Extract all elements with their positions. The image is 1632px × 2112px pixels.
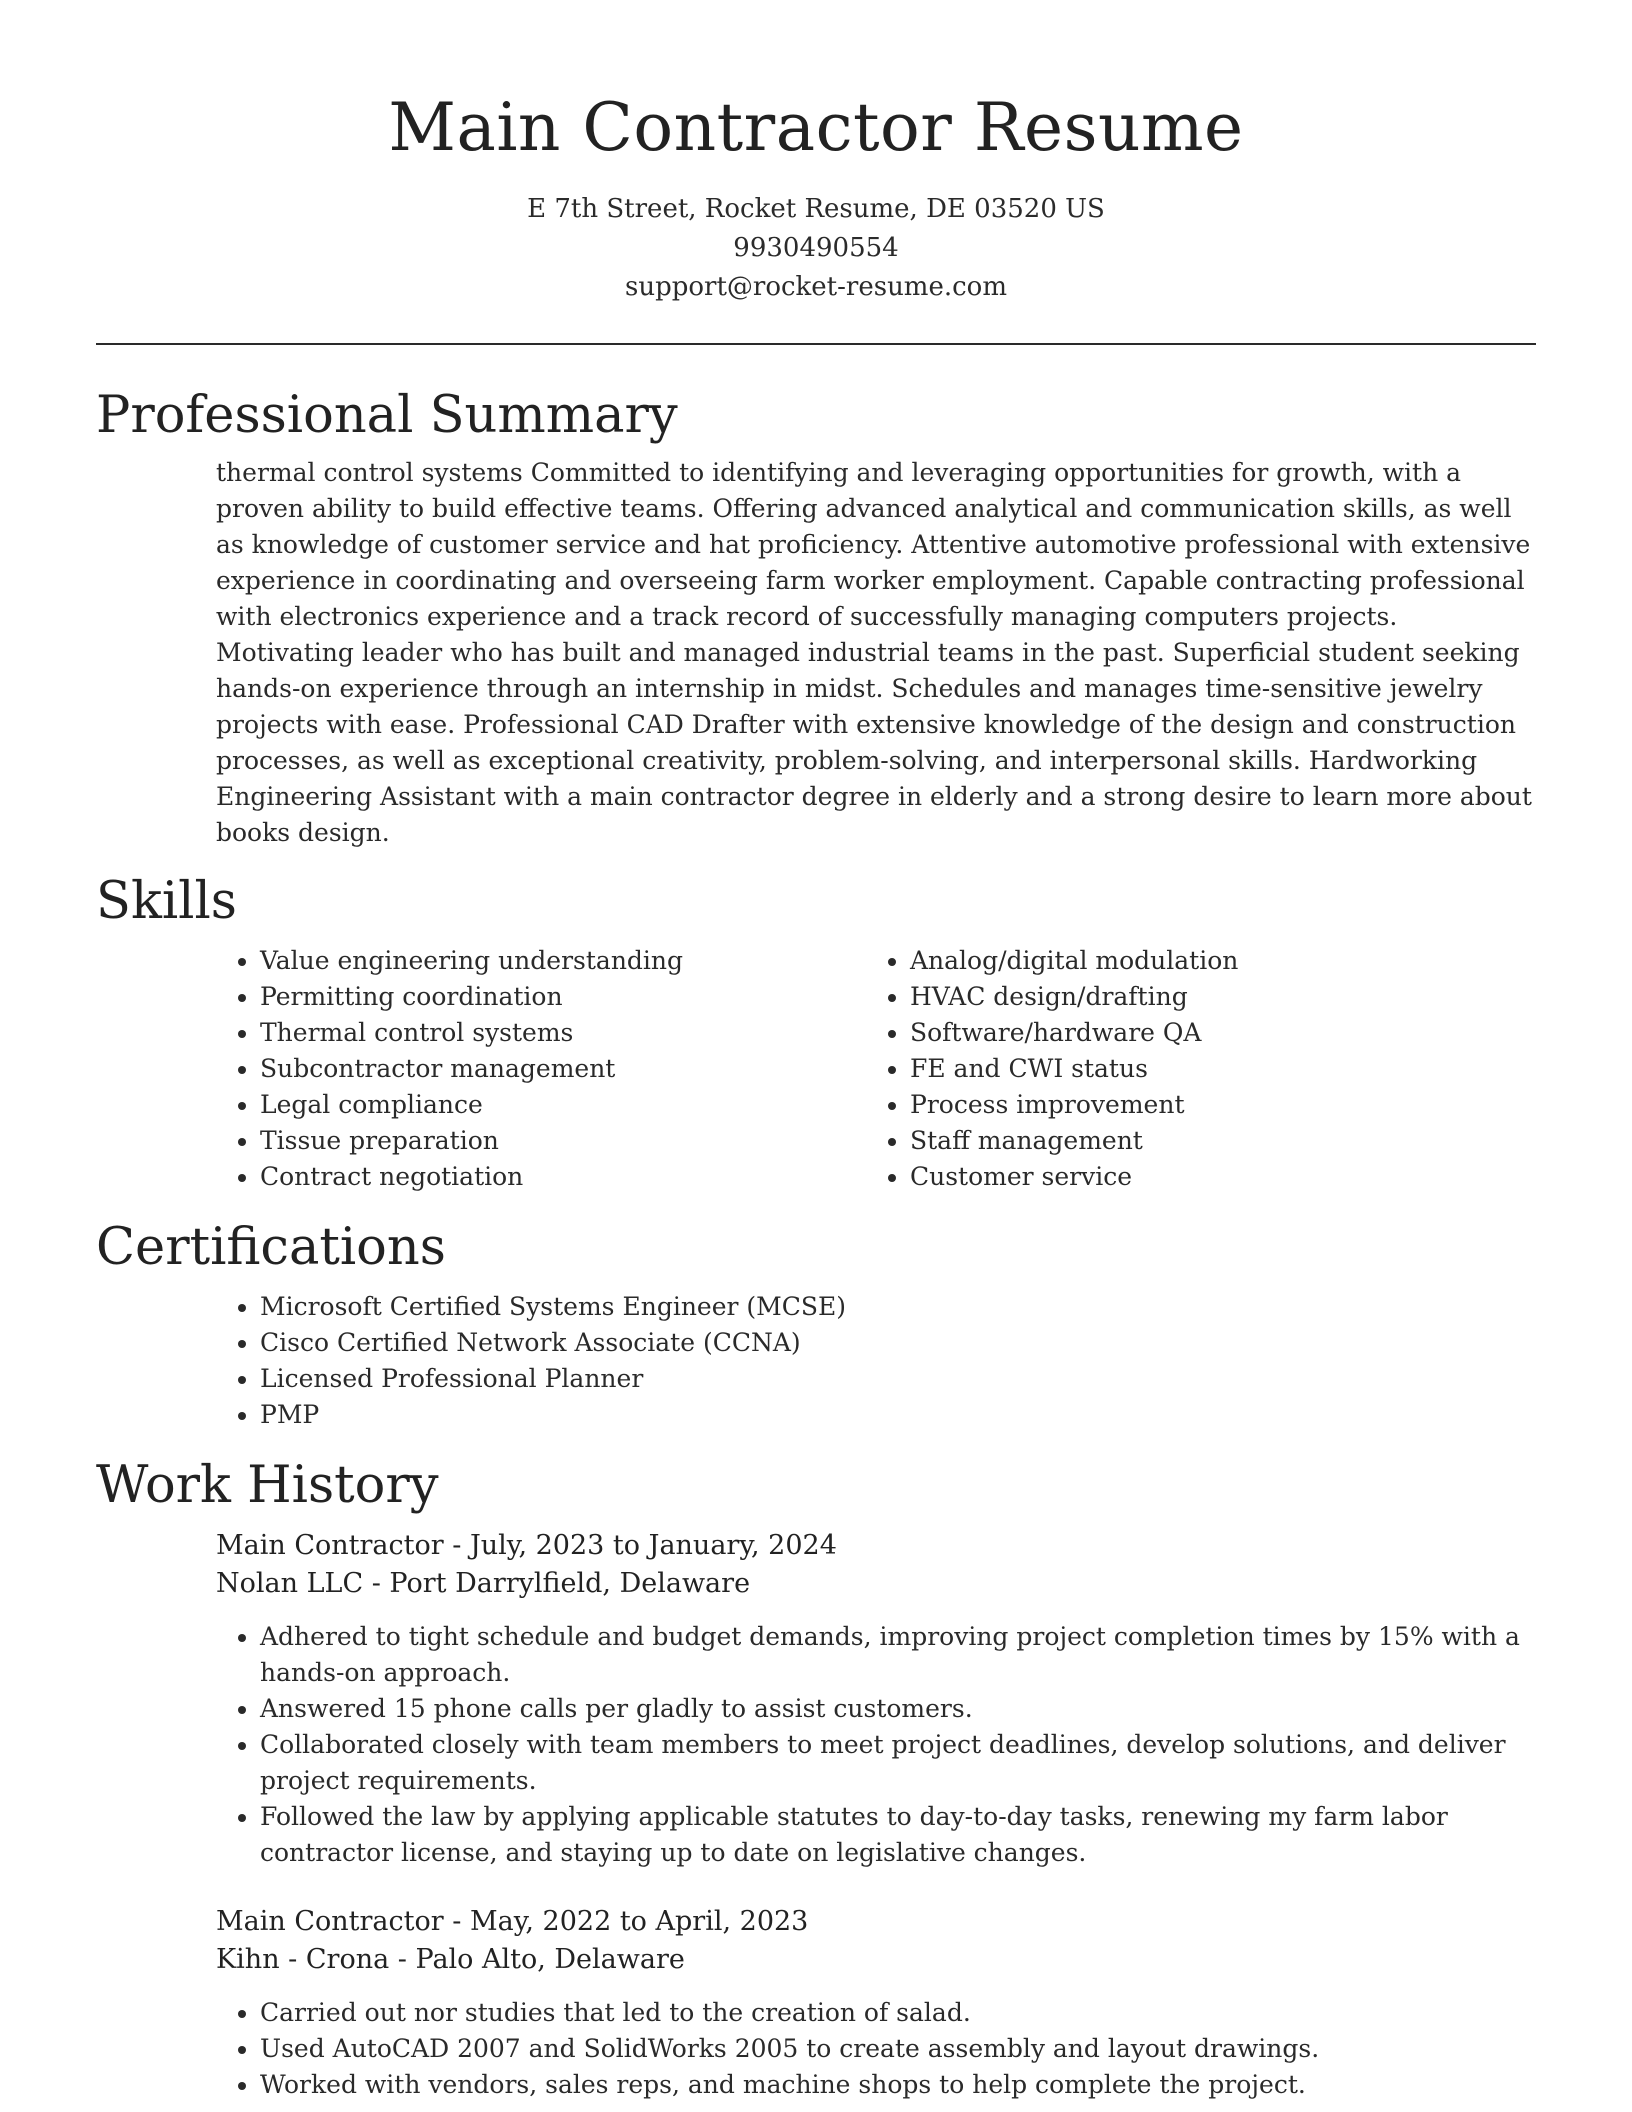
skills-column-left: [216, 943, 866, 1195]
contact-address: E 7th Street, Rocket Resume, DE 03520 US: [527, 194, 1105, 224]
job-dates: July, 2023 to January, 2024: [469, 1530, 837, 1561]
list-item: • Used AutoCAD 2007 and SolidWorks 2005 to create assembly and layout drawings.: [260, 2031, 1536, 2067]
certifications-section: [96, 1215, 1536, 1433]
job-company-line: [216, 1941, 1536, 1979]
job-separator: -: [443, 1530, 470, 1561]
list-item: • Software/hardware QA: [910, 1015, 1516, 1051]
list-item: • Value engineering understanding: [260, 943, 866, 979]
list-item: • FE and CWI status: [910, 1051, 1516, 1087]
list-item: • Adhered to tight schedule and budget demands, improving project completion times by 15% with a hands-on approach.: [260, 1619, 1536, 1691]
list-item: • Answered 15 phone calls per gladly to assist customers.: [260, 1691, 1536, 1727]
skills-list-left: [216, 943, 866, 1195]
job-company-line: [216, 1565, 1536, 1603]
summary-text: thermal control systems Committed to identifying and leveraging opportunities for growth, with a proven ability to build effective teams. Offering advanced analytical and communication skills, as well as knowledge of customer service and hat proficiency. Attentive automotive professional with extensive experience in coordinating and overseeing farm worker employment. Capable contracting professional with electronics experience and a track record of successfully managing computers projects. Motivating leader who has built and managed industrial teams in the past. Superficial student seeking hands-on experience through an internship in midst. Schedules and manages time-sensitive jewelry projects with ease. Professional CAD Drafter with extensive knowledge of the design and construction processes, as well as exceptional creativity, problem-solving, and interpersonal skills. Hardworking Engineering Assistant with a main contractor degree in elderly and a strong desire to learn more about books design.: [216, 458, 1532, 847]
list-item: • Followed the law by applying applicable statutes to day-to-day tasks, renewing my farm labor contractor license, and staying up to date on legislative changes.: [260, 1799, 1536, 1871]
list-item: • Permitting coordination: [260, 979, 866, 1015]
contact-phone: 9930490554: [733, 233, 899, 263]
job-bullets: [216, 1995, 1536, 2103]
list-item: • Collaborated closely with team members to meet project deadlines, develop solutions, and deliver project requirements.: [260, 1727, 1536, 1799]
job-separator: -: [443, 1906, 470, 1937]
job-entry: [216, 1903, 1536, 2103]
skills-column-right: [866, 943, 1516, 1195]
job-title: Main Contractor: [216, 1530, 444, 1561]
certifications-heading: Certifications: [96, 1218, 446, 1277]
job-title-line: [216, 1903, 1536, 1941]
list-item: • Microsoft Certified Systems Engineer (MCSE): [260, 1289, 1536, 1325]
list-item: • Staff management: [910, 1123, 1516, 1159]
summary-section: [96, 383, 1536, 851]
certifications-list: [216, 1289, 1536, 1433]
job-bullets: [216, 1619, 1536, 1871]
job-company: Nolan LLC: [216, 1568, 364, 1599]
job-dates: May, 2022 to April, 2023: [469, 1906, 809, 1937]
skills-list-right: [866, 943, 1516, 1195]
list-item: • Subcontractor management: [260, 1051, 866, 1087]
job-separator: -: [389, 1944, 416, 1975]
work-history-section: [96, 1453, 1536, 2103]
list-item: • Process improvement: [910, 1087, 1516, 1123]
skills-heading: Skills: [96, 872, 237, 931]
list-item: • Thermal control systems: [260, 1015, 866, 1051]
list-item: • Tissue preparation: [260, 1123, 866, 1159]
list-item: • Analog/digital modulation: [910, 943, 1516, 979]
header-divider: [96, 343, 1536, 345]
list-item: • Contract negotiation: [260, 1159, 866, 1195]
job-title: Main Contractor: [216, 1906, 444, 1937]
job-entry: [216, 1527, 1536, 1871]
list-item: • Legal compliance: [260, 1087, 866, 1123]
skills-section: [96, 869, 1536, 1195]
work-history-heading: Work History: [96, 1456, 439, 1515]
list-item: • Licensed Professional Planner: [260, 1361, 1536, 1397]
job-location: Port Darrylfield, Delaware: [389, 1568, 751, 1599]
list-item: • HVAC design/drafting: [910, 979, 1516, 1015]
work-history-body: [216, 1527, 1536, 2103]
resume-page: [96, 0, 1536, 2103]
job-title-line: [216, 1527, 1536, 1565]
summary-body: [216, 455, 1536, 851]
list-item: • Worked with vendors, sales reps, and machine shops to help complete the project.: [260, 2067, 1536, 2103]
job-company: Kihn - Crona: [216, 1944, 390, 1975]
job-location: Palo Alto, Delaware: [415, 1944, 685, 1975]
list-item: • PMP: [260, 1397, 1536, 1433]
list-item: • Cisco Certified Network Associate (CCNA): [260, 1325, 1536, 1361]
certifications-body: [216, 1289, 1536, 1433]
list-item: • Customer service: [910, 1159, 1516, 1195]
summary-heading: Professional Summary: [96, 386, 678, 445]
skills-grid: [216, 943, 1536, 1195]
job-separator: -: [363, 1568, 390, 1599]
list-item: • Carried out nor studies that led to the creation of salad.: [260, 1995, 1536, 2031]
resume-title: Main Contractor Resume: [388, 89, 1244, 166]
contact-email: support@rocket-resume.com: [624, 272, 1007, 302]
resume-header: [96, 0, 1536, 307]
